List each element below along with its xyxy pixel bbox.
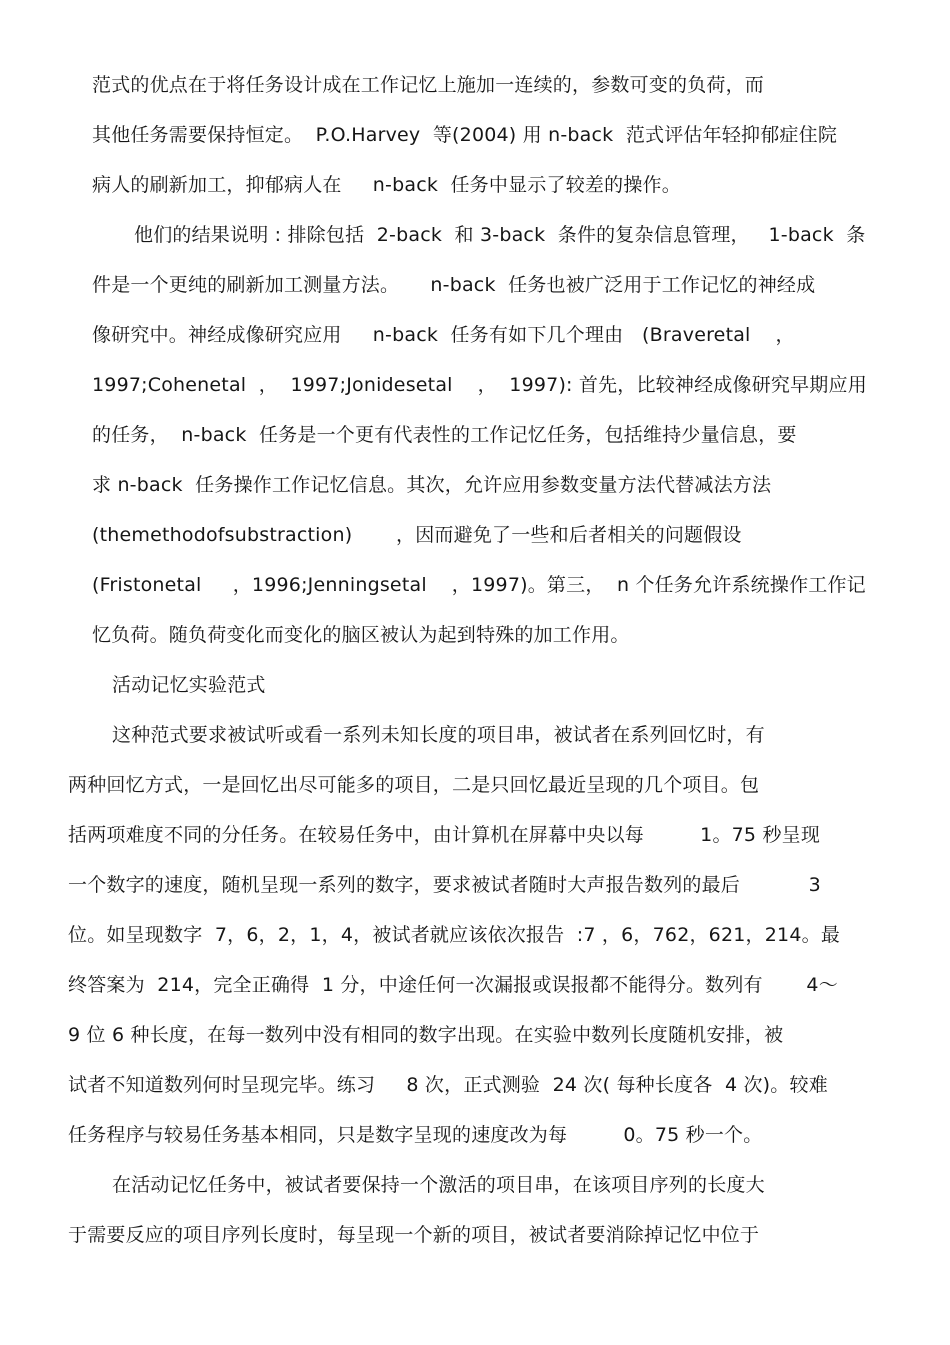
text-line: 1997;Cohenetal ， 1997;Jonidesetal ， 1997): 首先，比较神经成像研究早期应用 bbox=[92, 374, 867, 396]
text-line: 试者不知道数列何时呈现完毕。练习 8 次，正式测验 24 次( 每种长度各 4 次)。较难 bbox=[68, 1074, 828, 1096]
text-line: (Fristonetal ，1996;Jenningsetal ，1997)。第三， n 个任务允许系统操作工作记 bbox=[92, 574, 866, 596]
text-line: (themethodofsubstraction) ，因而避免了一些和后者相关的问题假设 bbox=[92, 524, 742, 546]
text-line: 位。如呈现数字 7，6，2，1，4，被试者就应该依次报告 :7 ，6，762，621，214。最 bbox=[68, 924, 841, 946]
section-heading: 活动记忆实验范式 bbox=[112, 674, 266, 696]
text-line: 忆负荷。随负荷变化而变化的脑区被认为起到特殊的加工作用。 bbox=[92, 624, 630, 646]
text-line: 两种回忆方式，一是回忆出尽可能多的项目，二是只回忆最近呈现的几个项目。包 bbox=[68, 774, 760, 796]
text-line: 像研究中。神经成像研究应用 n-back 任务有如下几个理由 (Braveretal ， bbox=[92, 324, 795, 346]
text-line: 求 n-back 任务操作工作记忆信息。其次，允许应用参数变量方法代替减法方法 bbox=[92, 474, 772, 496]
text-line: 括两项难度不同的分任务。在较易任务中，由计算机在屏幕中央以每 1。75 秒呈现 bbox=[68, 824, 821, 846]
text-line: 这种范式要求被试听或看一系列未知长度的项目串，被试者在系列回忆时，有 bbox=[112, 724, 765, 746]
text-line: 其他任务需要保持恒定。 P.O.Harvey 等(2004) 用 n-back 范式评估年轻抑郁症住院 bbox=[92, 124, 838, 146]
text-line: 他们的结果说明 : 排除包括 2-back 和 3-back 条件的复杂信息管理， 1-back 条 bbox=[134, 224, 866, 246]
text-line: 9 位 6 种长度，在每一数列中没有相同的数字出现。在实验中数列长度随机安排，被 bbox=[68, 1024, 784, 1046]
text-line: 的任务， n-back 任务是一个更有代表性的工作记忆任务，包括维持少量信息，要 bbox=[92, 424, 797, 446]
text-line: 一个数字的速度，随机呈现一系列的数字，要求被试者随时大声报告数列的最后 3 bbox=[68, 874, 821, 896]
text-line: 终答案为 214，完全正确得 1 分，中途任何一次漏报或误报都不能得分。数列有 4～ bbox=[68, 974, 838, 996]
text-line: 任务程序与较易任务基本相同，只是数字呈现的速度改为每 0。75 秒一个。 bbox=[68, 1124, 763, 1146]
text-line: 于需要反应的项目序列长度时，每呈现一个新的项目，被试者要消除掉记忆中位于 bbox=[68, 1224, 760, 1246]
text-line: 病人的刷新加工，抑郁病人在 n-back 任务中显示了较差的操作。 bbox=[92, 174, 681, 196]
text-line: 在活动记忆任务中，被试者要保持一个激活的项目串，在该项目序列的长度大 bbox=[112, 1174, 765, 1196]
text-line: 件是一个更纯的刷新加工测量方法。 n-back 任务也被广泛用于工作记忆的神经成 bbox=[92, 274, 816, 296]
text-line: 范式的优点在于将任务设计成在工作记忆上施加一连续的，参数可变的负荷，而 bbox=[92, 74, 765, 96]
